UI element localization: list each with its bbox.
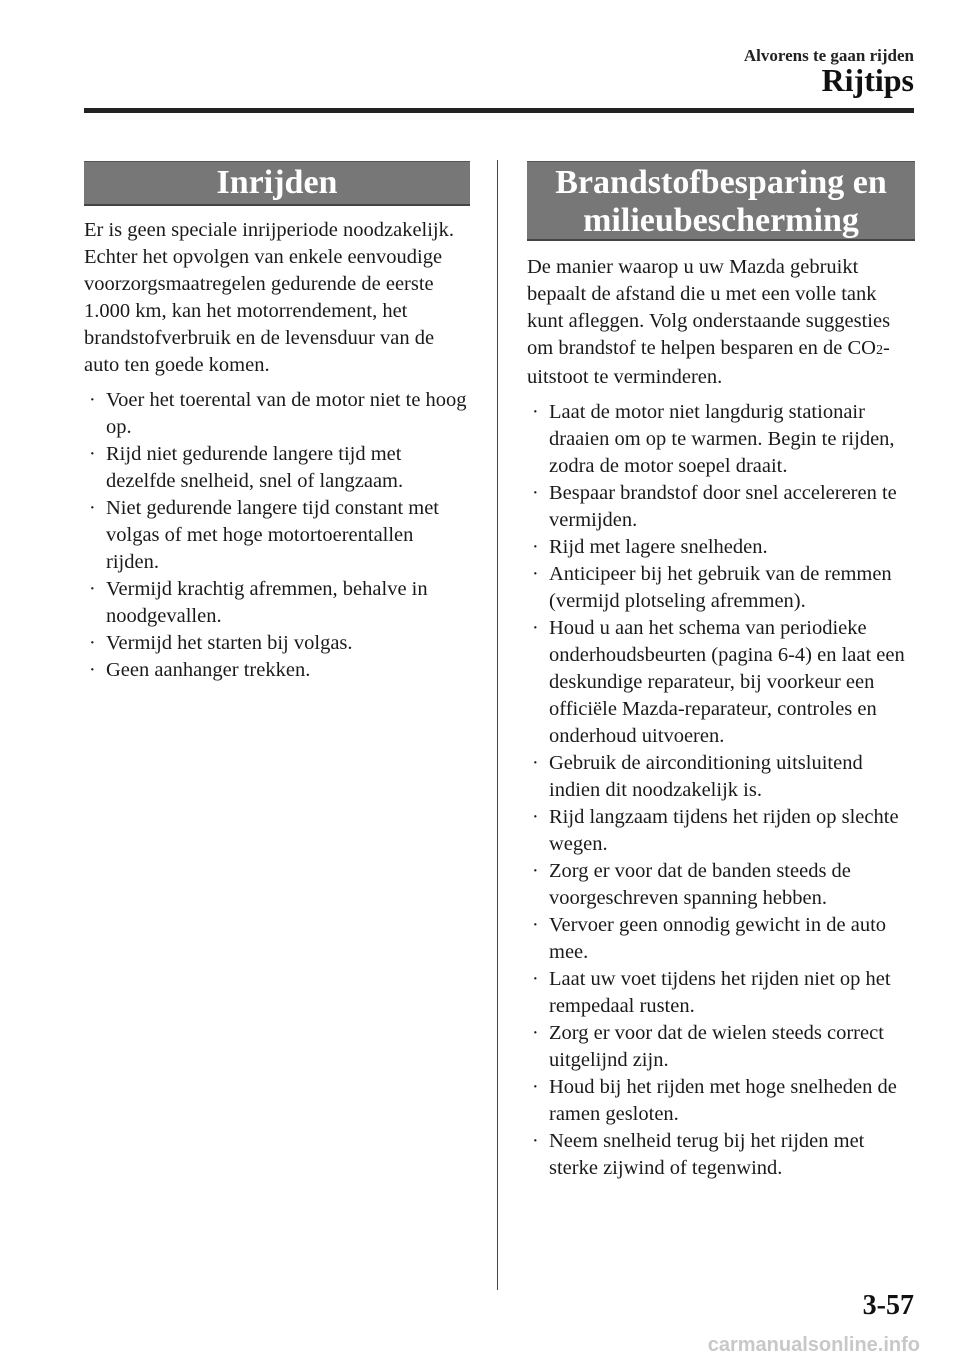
- inrijden-bullet-list: [84, 387, 470, 684]
- list-item: · Niet gedurende langere tijd constant met volgas of met hoge motortoerentallen rijden.: [89, 497, 440, 573]
- bullet-dot-icon: ·: [89, 443, 96, 465]
- section-banner-brandstofbesparing: Brandstofbesparing en milieubescherming: [527, 161, 915, 241]
- list-item: · Vervoer geen onnodig gewicht in de auto mee.: [532, 914, 887, 963]
- bullet-dot-icon: ·: [89, 632, 96, 654]
- list-item: · Houd u aan het schema van periodieke onderhoudsbeurten (pagina 6-4) en laat een deskundige reparateur, bij voorkeur een officiële Mazda-reparateur, controles en onderhoud uitvoeren.: [532, 617, 905, 747]
- header-rule: [84, 108, 914, 113]
- list-item: · Rijd niet gedurende langere tijd met dezelfde snelheid, snel of langzaam.: [89, 443, 404, 492]
- bullet-dot-icon: ·: [532, 482, 539, 504]
- page-number: 3-57: [862, 1290, 914, 1321]
- brandstofbesparing-intro: De manier waarop u uw Mazda gebruikt bepaalt de afstand die u met een volle tank kunt afleggen. Volg onderstaande suggesties om brandstof te helpen besparen en de CO2-uitstoot te verminderen.: [527, 256, 891, 388]
- bullet-dot-icon: ·: [532, 401, 539, 423]
- list-item: · Bespaar brandstof door snel accelereren te vermijden.: [532, 482, 897, 531]
- list-item: · Laat de motor niet langdurig stationair draaien om op te warmen. Begin te rijden, zodra de motor soepel draait.: [532, 401, 895, 477]
- watermark: carmanualsonline.info: [707, 1334, 920, 1356]
- column-divider: [497, 160, 498, 1290]
- list-item: · Geen aanhanger trekken.: [84, 657, 470, 684]
- list-item: · Anticipeer bij het gebruik van de remmen (vermijd plotseling afremmen).: [532, 563, 892, 612]
- bullet-dot-icon: ·: [532, 860, 539, 882]
- list-item: · Zorg er voor dat de banden steeds de voorgeschreven spanning hebben.: [532, 860, 851, 909]
- bullet-dot-icon: ·: [532, 752, 539, 774]
- list-item: · Zorg er voor dat de wielen steeds correct uitgelijnd zijn.: [532, 1022, 884, 1071]
- bullet-dot-icon: ·: [89, 389, 96, 411]
- bullet-dot-icon: ·: [89, 578, 96, 600]
- bullet-dot-icon: ·: [532, 536, 539, 558]
- list-item: · Vermijd krachtig afremmen, behalve in noodgevallen.: [89, 578, 428, 627]
- bullet-dot-icon: ·: [532, 1076, 539, 1098]
- list-item: · Houd bij het rijden met hoge snelheden de ramen gesloten.: [532, 1076, 897, 1125]
- list-item: · Gebruik de airconditioning uitsluitend indien dit noodzakelijk is.: [532, 752, 863, 801]
- bullet-dot-icon: ·: [89, 659, 96, 681]
- bullet-dot-icon: ·: [532, 914, 539, 936]
- bullet-dot-icon: ·: [532, 968, 539, 990]
- list-item: · Rijd met lagere snelheden.: [527, 534, 915, 561]
- brandstofbesparing-bullet-list: [527, 399, 915, 1182]
- header-title: Rijtips: [821, 62, 914, 98]
- right-column: [527, 161, 915, 1182]
- bullet-dot-icon: ·: [532, 617, 539, 639]
- bullet-dot-icon: ·: [89, 497, 96, 519]
- header-section-label: Alvorens te gaan rijden: [743, 46, 914, 65]
- bullet-dot-icon: ·: [532, 1130, 539, 1152]
- section-banner-inrijden: Inrijden: [84, 161, 470, 206]
- list-item: · Laat uw voet tijdens het rijden niet op het rempedaal rusten.: [532, 968, 891, 1017]
- inrijden-intro: Er is geen speciale inrijperiode noodzakelijk. Echter het opvolgen van enkele eenvoudige voorzorgsmaatregelen gedurende de eerste 1.000 km, kan het motorrendement, het brandstofverbruik en de levensduur van de auto ten goede komen.: [84, 219, 455, 376]
- bullet-dot-icon: ·: [532, 806, 539, 828]
- list-item: · Voer het toerental van de motor niet te hoog op.: [89, 389, 467, 438]
- left-column: [84, 161, 470, 684]
- bullet-dot-icon: ·: [532, 563, 539, 585]
- list-item: · Rijd langzaam tijdens het rijden op slechte wegen.: [532, 806, 899, 855]
- bullet-dot-icon: ·: [532, 1022, 539, 1044]
- list-item: · Vermijd het starten bij volgas.: [84, 630, 470, 657]
- list-item: · Neem snelheid terug bij het rijden met sterke zijwind of tegenwind.: [532, 1130, 865, 1179]
